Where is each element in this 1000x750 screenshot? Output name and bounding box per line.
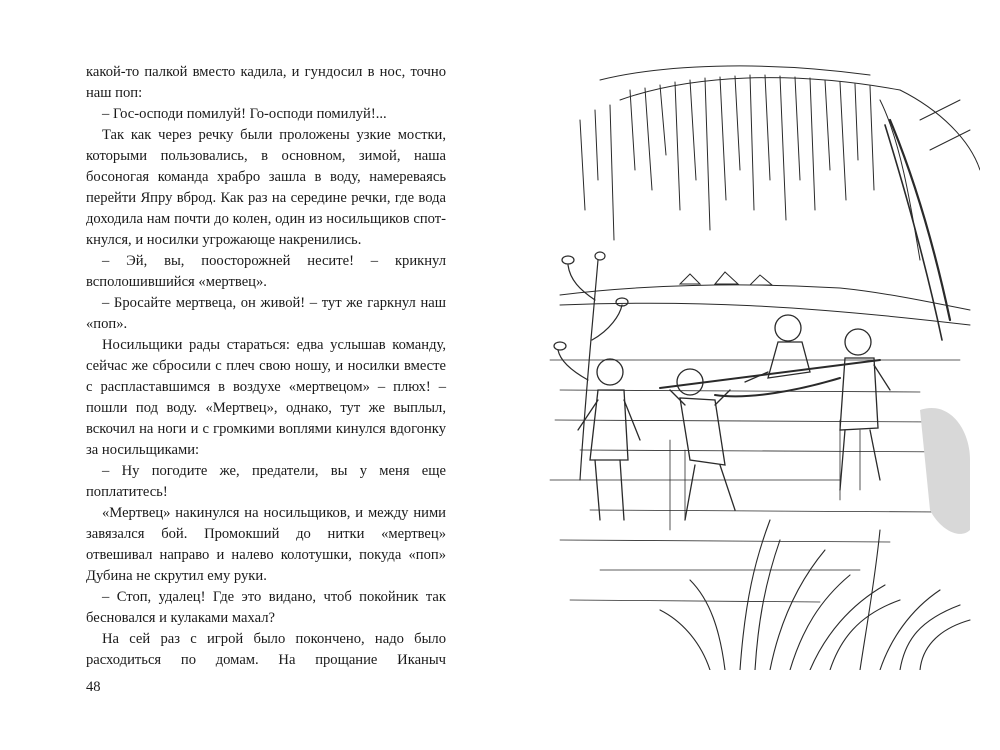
- shadow-shape: [920, 408, 970, 534]
- paragraph: – Ну погодите же, предатели, вы у меня еще поплатитесь!: [86, 463, 446, 500]
- paragraph: «Мертвец» накинулся на носильщиков, и между ними завязался бой. Промокший до нитки «мертвец» отвешивал направо и налево колотушки, покуда «поп» Дубина не скрутил ему руки.: [86, 505, 446, 584]
- boy-right: [840, 329, 890, 490]
- paragraph: Так как через речку были проложены узкие мостки, которыми пользовались, в основном, зимой, наша босоногая команда храбро зашла в воду, намереваясь перейти Япру вброд. Как раз на середине речки, где вода доходила нам почти до колен, один из носильщиков споткнулся, и носилки угрожающе накренились.: [86, 127, 446, 248]
- boy-middle: [670, 369, 735, 520]
- paragraph: – Эй, вы, поосторожней несите! – крикнул всполошившийся «мертвец».: [86, 253, 446, 290]
- text-page: [86, 62, 446, 671]
- paragraph: На сей раз с игрой было покончено, надо было расходиться по домам. На прощание Иканыч: [86, 631, 446, 668]
- reeds: [660, 520, 970, 670]
- paragraph: Носильщики рады стараться: едва услышав команду, сейчас же сбросили с плеч свою ношу, и носилки вместе с распластавшимся в воздухе «мертвецом» – плюх! – пошли под воду. «Мертвец», однако, тут же выплыл, вскочил на ноги и с громкими воплями кинулся вдогонку за носильщиками:: [86, 337, 446, 458]
- boy-on-stretcher: [745, 315, 810, 382]
- paragraph: – Бросайте мертвеца, он живой! – тут же гаркнул наш «поп».: [86, 295, 446, 332]
- willow-tree: [580, 66, 980, 340]
- paragraph: – Стоп, удалец! Где это видано, чтоб покойник так бесновался и кулаками махал?: [86, 589, 446, 626]
- illustration: [540, 60, 980, 670]
- paragraph: какой-то палкой вместо кадила, и гундосил в нос, точно наш поп:: [86, 64, 446, 101]
- paragraph: – Гос-осподи помилуй! Го-осподи помилуй!...: [102, 106, 387, 122]
- pencil-sketch-icon: [540, 60, 980, 670]
- page-number: 48: [86, 679, 101, 695]
